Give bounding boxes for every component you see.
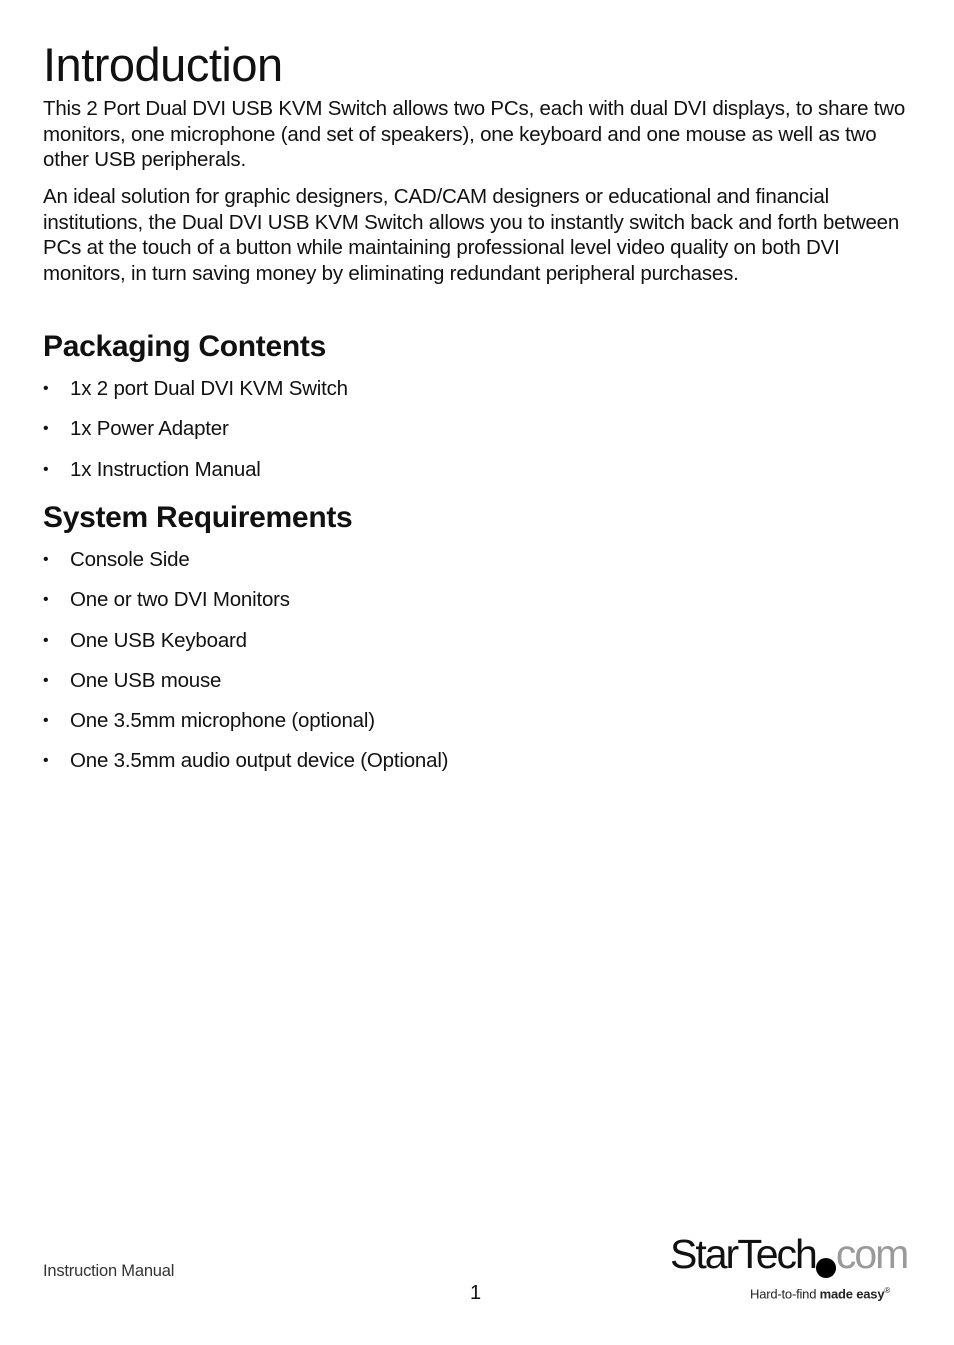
bullet-icon: • xyxy=(43,712,49,730)
packaging-contents-list xyxy=(43,376,903,497)
list-item-text: One or two DVI Monitors xyxy=(70,588,290,612)
list-item xyxy=(43,628,903,668)
bullet-icon: • xyxy=(43,380,49,397)
list-item-text: Console Side xyxy=(70,548,190,571)
packaging-contents-heading: Packaging Contents xyxy=(43,330,326,363)
logo-wordmark xyxy=(670,1230,907,1278)
list-item xyxy=(43,587,903,627)
bullet-icon: • xyxy=(43,460,49,478)
bullet-icon: • xyxy=(43,631,49,649)
list-item-text: One USB mouse xyxy=(70,668,222,692)
bullet-icon: • xyxy=(43,420,49,438)
logo-tagline-regular: Hard-to-find xyxy=(750,1286,820,1302)
list-item-text: 1x Instruction Manual xyxy=(70,457,261,481)
list-item xyxy=(43,547,903,587)
bullet-icon: • xyxy=(43,551,49,568)
list-item xyxy=(43,376,903,416)
logo-dot-icon xyxy=(816,1258,836,1278)
bullet-icon: • xyxy=(43,752,49,770)
list-item xyxy=(43,748,903,788)
list-item xyxy=(43,708,903,748)
registered-mark: ® xyxy=(884,1286,891,1295)
list-item-text: One USB Keyboard xyxy=(70,628,247,652)
system-requirements-heading: System Requirements xyxy=(43,501,353,534)
list-item-text: 1x Power Adapter xyxy=(70,417,229,441)
list-item-text: 1x 2 port Dual DVI KVM Switch xyxy=(70,377,348,400)
intro-paragraph-1: This 2 Port Dual DVI USB KVM Switch allows two PCs, each with dual DVI displays, to share two monitors, one microphone (and set of speakers), one keyboard and one mouse as well as two other USB peripherals. xyxy=(43,97,906,172)
logo-tagline xyxy=(750,1283,890,1302)
list-item xyxy=(43,668,903,708)
logo-brand-suffix: com xyxy=(835,1231,908,1277)
list-item-text: One 3.5mm audio output device (Optional) xyxy=(70,749,449,773)
logo-brand-main: StarTech xyxy=(670,1231,816,1277)
footer-manual-label: Instruction Manual xyxy=(43,1262,175,1280)
list-item xyxy=(43,457,903,497)
list-item xyxy=(43,416,903,456)
logo-tagline-bold: made easy xyxy=(819,1286,885,1302)
list-item-text: One 3.5mm microphone (optional) xyxy=(70,709,375,733)
system-requirements-list xyxy=(43,547,903,789)
startech-logo xyxy=(670,1230,915,1305)
page-number: 1 xyxy=(470,1282,482,1304)
page-title: Introduction xyxy=(43,38,283,91)
bullet-icon: • xyxy=(43,671,49,689)
bullet-icon: • xyxy=(43,591,49,609)
intro-paragraph-2: An ideal solution for graphic designers, CAD/CAM designers or educational and financial institutions, the Dual DVI USB KVM Switch allows you to instantly switch back and forth between PCs at the touch of a button while maintaining professional level video quality on both DVI monitors, in turn saving money by eliminating redundant peripheral purchases. xyxy=(43,185,900,285)
